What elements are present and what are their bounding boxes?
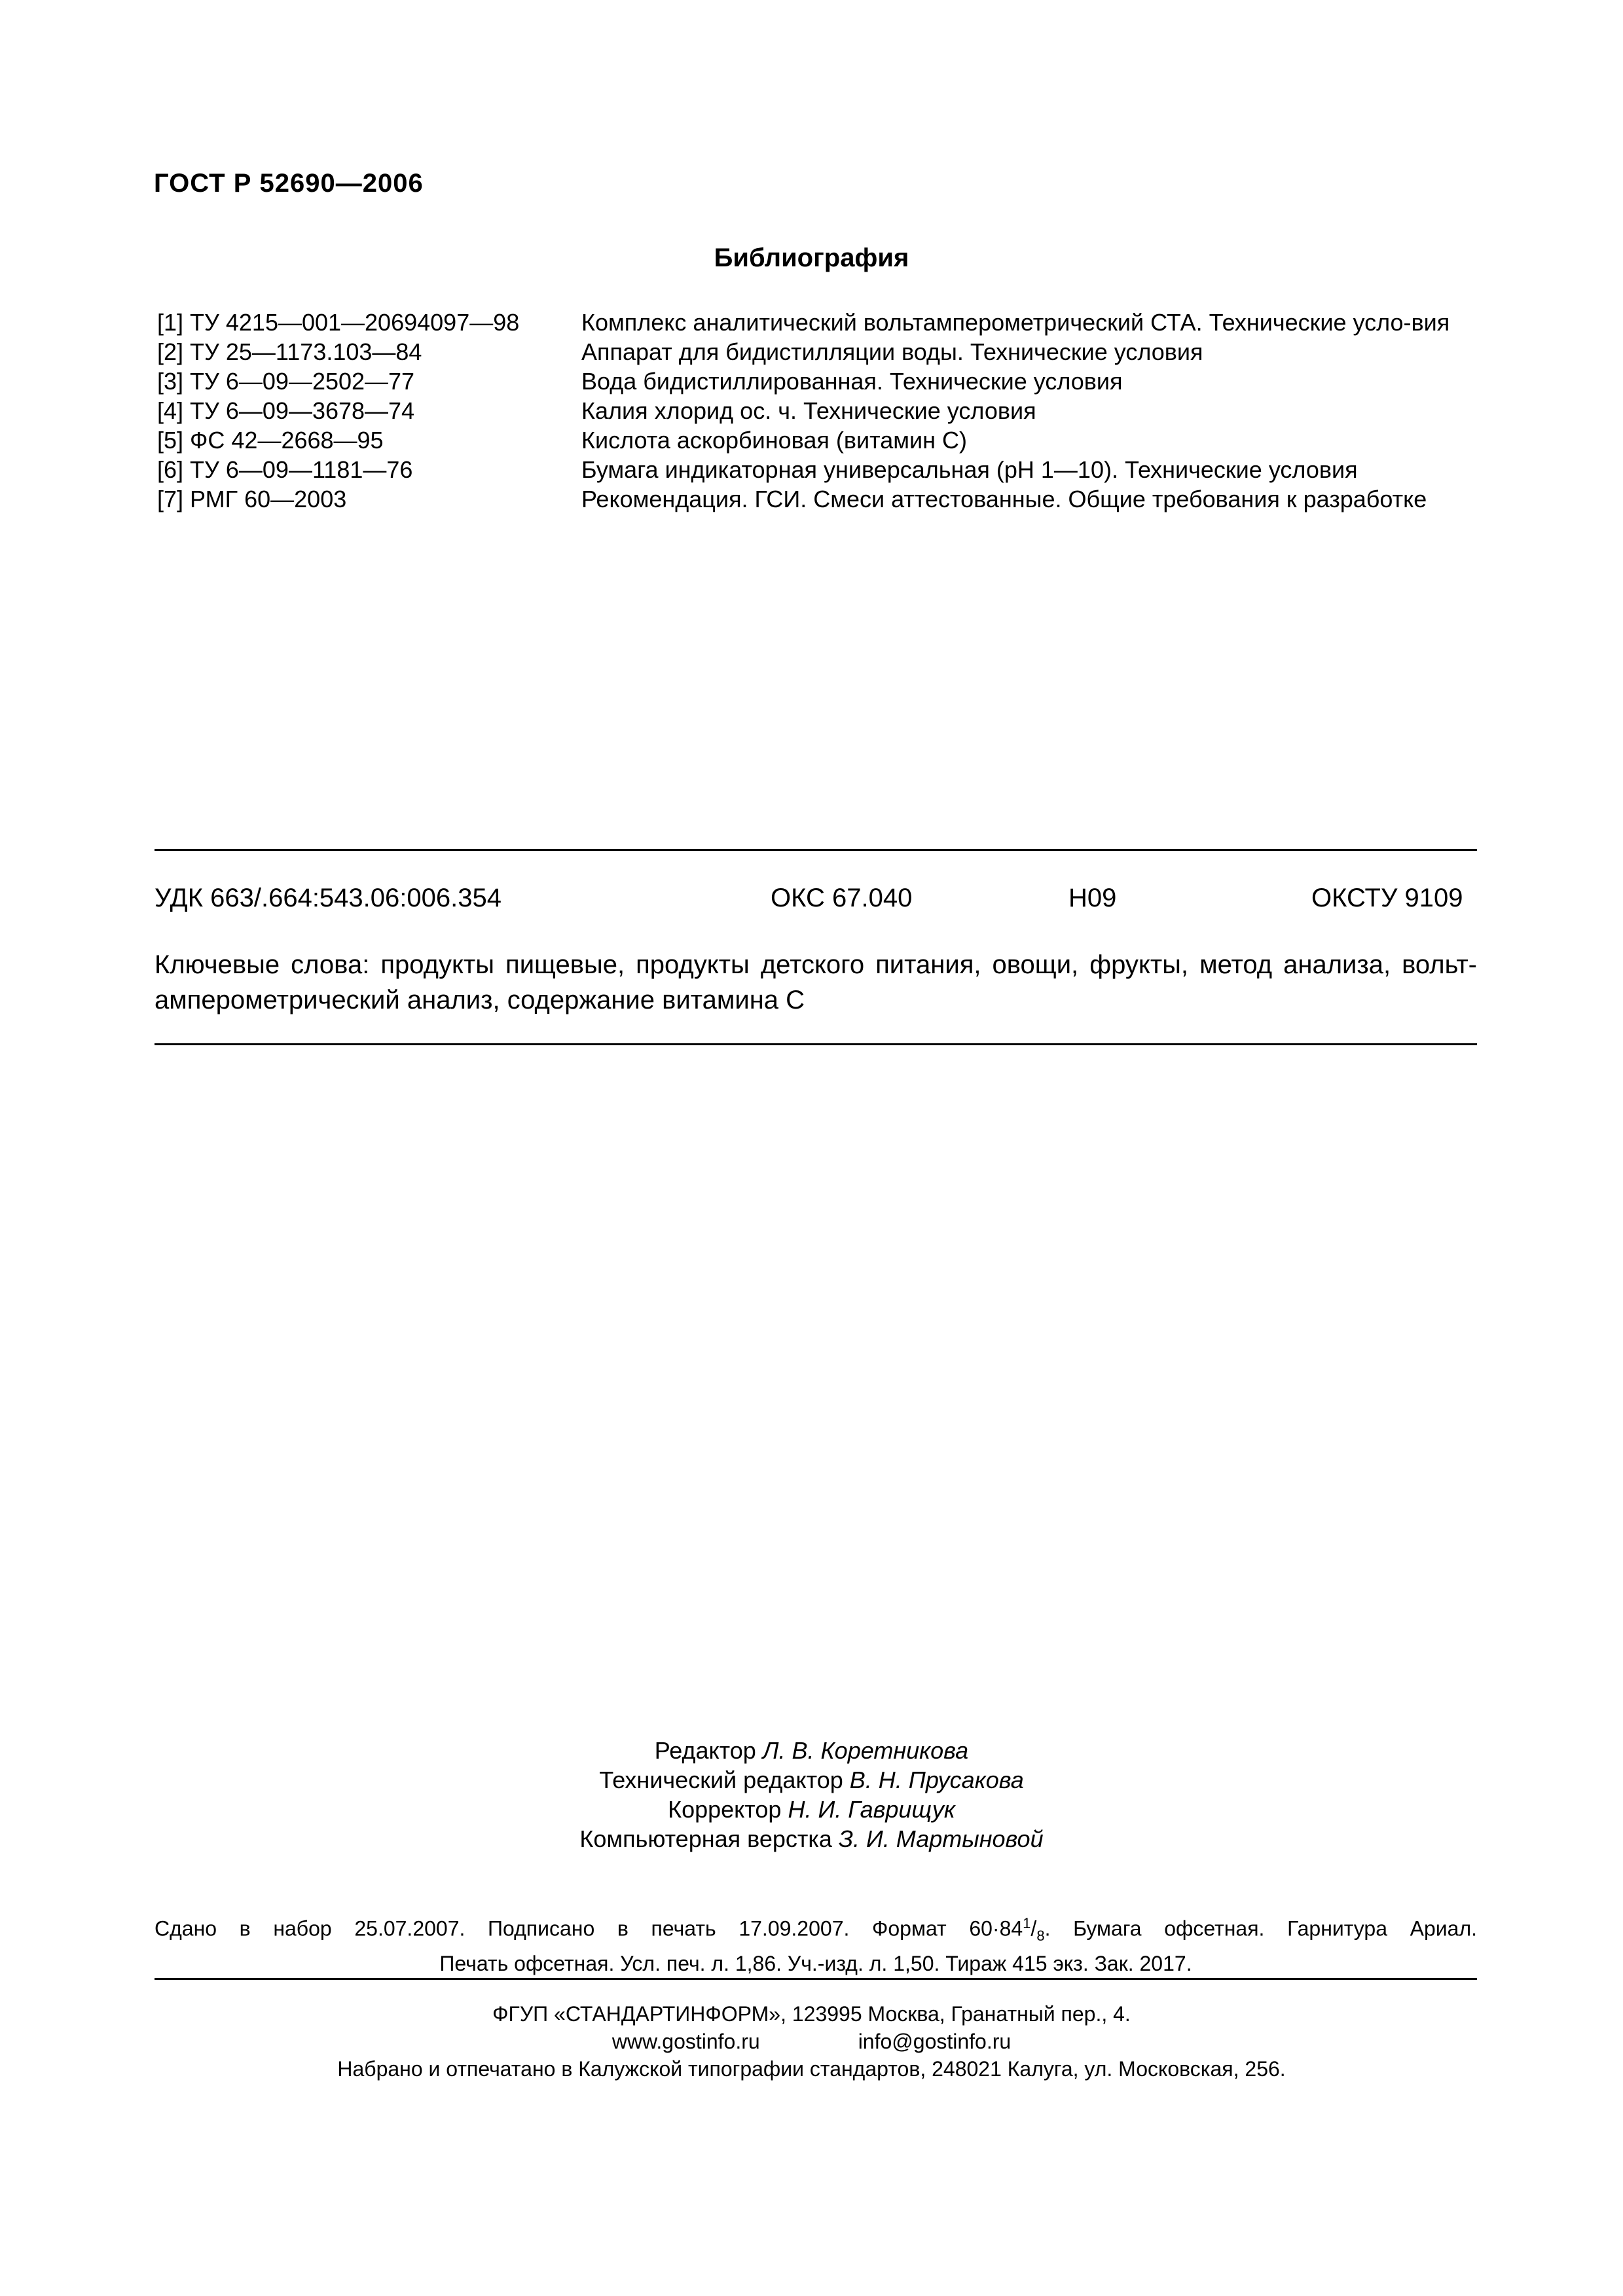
bibliography-ref: [5] ФС 42—2668—95 xyxy=(157,427,384,454)
print-info xyxy=(155,1910,1477,1977)
staff-role: Технический редактор xyxy=(599,1767,843,1793)
staff-line xyxy=(0,1824,1623,1854)
document-code: ГОСТ Р 52690—2006 xyxy=(154,169,424,198)
staff-name: З. И. Мартыновой xyxy=(838,1825,1044,1852)
bibliography-desc: Бумага индикаторная универсальная (рН 1—10). Технические условия xyxy=(581,456,1358,483)
publisher-address: ФГУП «СТАНДАРТИНФОРМ», 123995 Москва, Гранатный пер., 4. xyxy=(492,2002,1131,2026)
bibliography-item xyxy=(157,425,1473,455)
bibliography-ref: [7] РМГ 60—2003 xyxy=(157,486,347,512)
bibliography-desc: Рекомендация. ГСИ. Смеси аттестованные. Общие требования к разработке xyxy=(581,486,1427,512)
staff-credits xyxy=(0,1736,1623,1854)
staff-line xyxy=(0,1765,1623,1795)
group-code: Н09 xyxy=(1068,884,1117,912)
bibliography-title: Библиография xyxy=(714,243,909,272)
staff-role: Корректор xyxy=(668,1796,782,1823)
keywords xyxy=(155,947,1477,1018)
staff-role: Редактор xyxy=(654,1737,756,1764)
bibliography-desc: Вода бидистиллированная. Технические условия xyxy=(581,368,1123,395)
bibliography-item xyxy=(157,367,1473,396)
print-info-line: Печать офсетная. Усл. печ. л. 1,86. Уч.-изд. л. 1,50. Тираж 415 экз. Зак. 2017. xyxy=(439,1952,1192,1976)
bibliography-desc: Калия хлорид ос. ч. Технические условия xyxy=(581,397,1036,424)
bottom-divider xyxy=(155,1043,1477,1045)
publisher-contacts xyxy=(0,2028,1623,2055)
udk-code: УДК 663/.664:543.06:006.354 xyxy=(155,884,501,912)
format-numerator: 1 xyxy=(1023,1915,1031,1931)
print-info-part: Сдано в набор 25.07.2007. Подписано в печать 17.09.2007. Формат 60·84 xyxy=(155,1916,1023,1941)
bibliography-item xyxy=(157,396,1473,425)
staff-name: В. Н. Прусакова xyxy=(849,1767,1024,1793)
bibliography-desc: Комплекс аналитический вольтамперометрический СТА. Технические усло-вия xyxy=(581,309,1450,336)
publisher-info xyxy=(0,2000,1623,2083)
publisher-divider xyxy=(155,1978,1477,1980)
bibliography-ref: [6] ТУ 6—09—1181—76 xyxy=(157,456,413,483)
bibliography-item xyxy=(157,484,1473,514)
bibliography-item xyxy=(157,455,1473,484)
staff-name: Н. И. Гаврищук xyxy=(788,1796,955,1823)
bibliography-desc: Аппарат для бидистилляции воды. Технические условия xyxy=(581,338,1203,365)
email-link[interactable]: info@gostinfo.ru xyxy=(858,2030,1012,2053)
bibliography-ref: [1] ТУ 4215—001—20694097—98 xyxy=(157,309,520,336)
bibliography-ref: [4] ТУ 6—09—3678—74 xyxy=(157,397,415,424)
staff-line xyxy=(0,1736,1623,1765)
top-divider xyxy=(155,849,1477,851)
bibliography-list xyxy=(157,308,1473,514)
website-link[interactable]: www.gostinfo.ru xyxy=(611,2030,760,2053)
bibliography-desc: Кислота аскорбиновая (витамин С) xyxy=(581,427,967,454)
keywords-line: амперометрический анализ, содержание витамина С xyxy=(155,986,805,1014)
staff-role: Компьютерная верстка xyxy=(579,1825,832,1852)
okstu-code: ОКСТУ 9109 xyxy=(1311,884,1463,912)
keywords-line: Ключевые слова: продукты пищевые, продукты детского питания, овощи, фрукты, метод анализа, вольт- xyxy=(155,950,1477,979)
bibliography-item xyxy=(157,308,1473,337)
bibliography-ref: [3] ТУ 6—09—2502—77 xyxy=(157,368,415,395)
bibliography-ref: [2] ТУ 25—1173.103—84 xyxy=(157,338,422,365)
staff-name: Л. В. Коретникова xyxy=(762,1737,969,1764)
print-info-part: . Бумага офсетная. Гарнитура Ариал. xyxy=(1044,1916,1478,1941)
printing-house: Набрано и отпечатано в Калужской типографии стандартов, 248021 Калуга, ул. Московская, 256. xyxy=(337,2057,1286,2081)
format-denominator: 8 xyxy=(1036,1928,1045,1945)
oks-code: ОКС 67.040 xyxy=(771,884,913,912)
bibliography-item xyxy=(157,337,1473,367)
staff-line xyxy=(0,1795,1623,1824)
print-info-line: Сдано в набор 25.07.2007. Подписано в печать 17.09.2007. Формат $60\cdot 84^1/_8$. Бумага офсетная. Гарнитура Ариал. xyxy=(155,1915,1478,1945)
